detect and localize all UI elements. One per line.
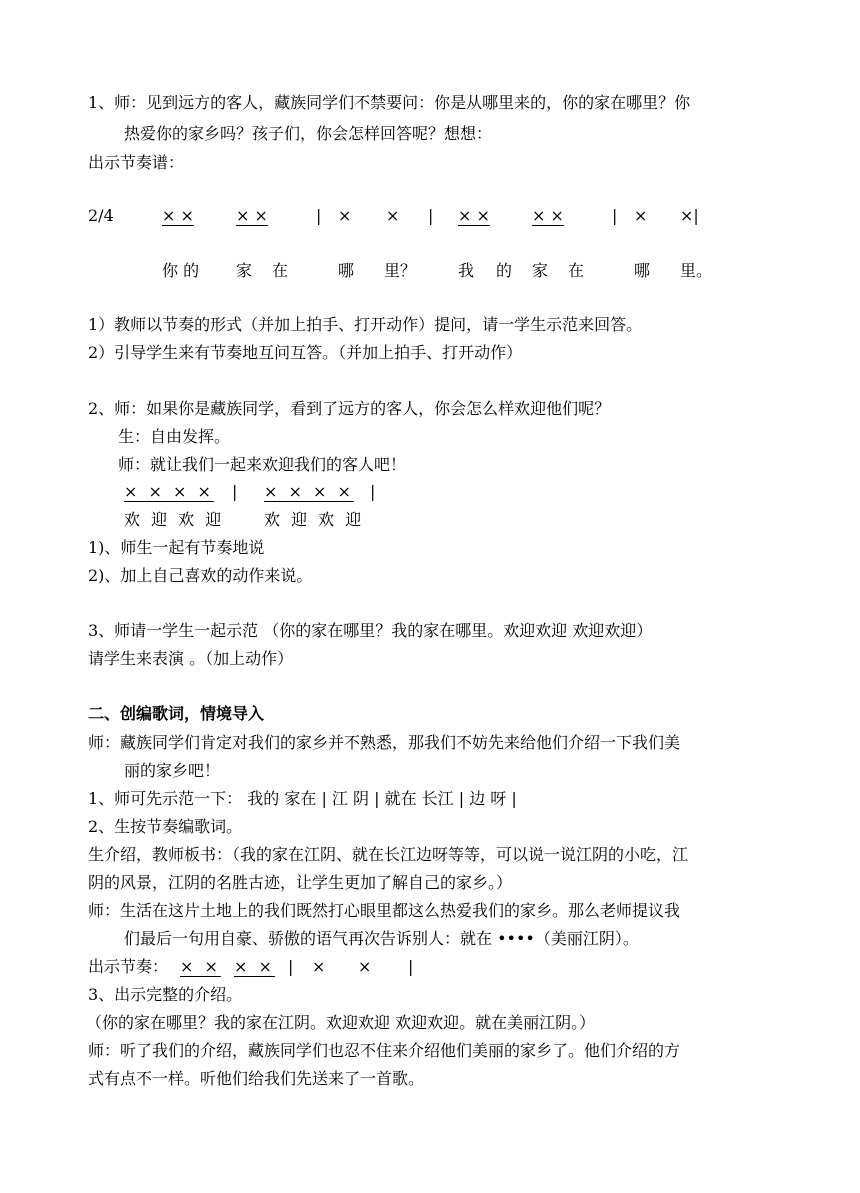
bar-line: | (408, 957, 414, 976)
welcome-rhythm: × × × × (124, 482, 214, 501)
bar-line: | (288, 957, 294, 976)
rhythm-note: × (386, 206, 400, 225)
closing-line-1: 师：听了我们的介绍，藏族同学们也忍不住来介绍他们美丽的家乡了。他们介绍的方 (88, 1041, 681, 1060)
student-lyric-step: 2、生按节奏编歌词。 (88, 817, 243, 836)
paragraph-1-line-2: 热爱你的家乡吗？孩子们，你会怎样回答呢？想想： (124, 124, 493, 143)
instruction-2: 2）引导学生来有节奏地互问互答。（并加上拍手、打开动作） (88, 343, 523, 362)
lyric: 家 (236, 261, 253, 280)
closing-line-2: 式有点不一样。听他们给我们先送来了一首歌。 (88, 1069, 425, 1088)
bar-line: | (612, 206, 618, 225)
student-response: 生：自由发挥。 (118, 427, 231, 446)
board-notes-line-2: 阴的风景，江阴的名胜古迹，让学生更加了解自己的家乡。） (88, 873, 513, 892)
paragraph-3-line-2: 请学生来表演 。（加上动作） (88, 649, 294, 668)
teacher-proposal-line-1: 师：生活在这片土地上的我们既然打心眼里都这么热爱我们的家乡。那么老师提议我 (88, 901, 681, 920)
paragraph-1-line-1: 1、师：见到远方的客人，藏族同学们不禁要问：你是从哪里来的，你的家在哪里？你 (88, 93, 691, 112)
rhythm-note-group: × × (180, 957, 221, 976)
lyric: 里。 (680, 261, 713, 280)
complete-intro-step: 3、出示完整的介绍。 (88, 985, 243, 1004)
rhythm-note-group: × × (236, 206, 268, 225)
teacher-proposal-line-2: 们最后一句用自豪、骄傲的语气再次告诉别人：就在 ••••（美丽江阴）。 (124, 929, 639, 948)
lyric: 里？ (384, 261, 417, 280)
bar-line: | (428, 206, 434, 225)
bar-line: | (232, 482, 238, 501)
rhythm-note: × (312, 957, 326, 976)
show-rhythm-label: 出示节奏谱： (88, 153, 185, 172)
lyric: 的 (496, 261, 513, 280)
time-signature: 2/4 (88, 206, 114, 225)
lyric: 哪 (338, 261, 355, 280)
rhythm-note: × (634, 206, 648, 225)
lyric: 在 (568, 261, 585, 280)
rhythm-note: × (358, 957, 372, 976)
teacher-intro-line-1: 师：藏族同学们肯定对我们的家乡并不熟悉，那我们不妨先来给他们介绍一下我们美 (88, 733, 681, 752)
show-rhythm-label: 出示节奏： (88, 957, 169, 976)
rhythm-note-group: × × (162, 206, 194, 225)
paragraph-3-line-1: 3、师请一学生一起示范 （你的家在哪里？我的家在哪里。欢迎欢迎 欢迎欢迎） (88, 621, 653, 640)
welcome-lyrics: 欢 迎 欢 迎 (264, 510, 365, 529)
section-heading: 二、创编歌词，情境导入 (88, 704, 265, 723)
complete-intro-text: （你的家在哪里？我的家在江阴。欢迎欢迎 欢迎欢迎。就在美丽江阴。） (86, 1013, 596, 1032)
rhythm-note-group: × × (458, 206, 490, 225)
teacher-line: 师：就让我们一起来欢迎我们的客人吧！ (118, 455, 407, 474)
lyric: 我 (458, 261, 475, 280)
rhythm-note-group: × × (234, 957, 275, 976)
instruction-2: 2)、加上自己喜欢的动作来说。 (88, 566, 313, 585)
rhythm-note-group: × × (532, 206, 564, 225)
lyric: 家 (532, 261, 549, 280)
rhythm-note: × (338, 206, 352, 225)
lyric: 哪 (634, 261, 651, 280)
instruction-1: 1）教师以节奏的形式（并加上拍手、打开动作）提问，请一学生示范来回答。 (88, 315, 643, 334)
bar-line: | (316, 206, 322, 225)
paragraph-2-line-1: 2、师：如果你是藏族同学，看到了远方的客人，你会怎么样欢迎他们呢？ (88, 399, 611, 418)
teacher-intro-line-2: 丽的家乡吧！ (124, 761, 221, 780)
instruction-1: 1)、师生一起有节奏地说 (88, 538, 265, 557)
lyric: 你 的 (162, 261, 200, 280)
teacher-demo: 1、师可先示范一下： 我的 家在 | 江 阴 | 就在 长江 | 边 呀 | (88, 789, 517, 808)
lyric: 在 (272, 261, 289, 280)
welcome-rhythm: × × × × (264, 482, 354, 501)
board-notes-line-1: 生介绍，教师板书：（我的家在江阴、就在长江边呀等等，可以说一说江阴的小吃，江 (88, 845, 689, 864)
welcome-lyrics: 欢 迎 欢 迎 (124, 510, 225, 529)
bar-line: | (370, 482, 376, 501)
rhythm-note: ×| (680, 206, 699, 225)
